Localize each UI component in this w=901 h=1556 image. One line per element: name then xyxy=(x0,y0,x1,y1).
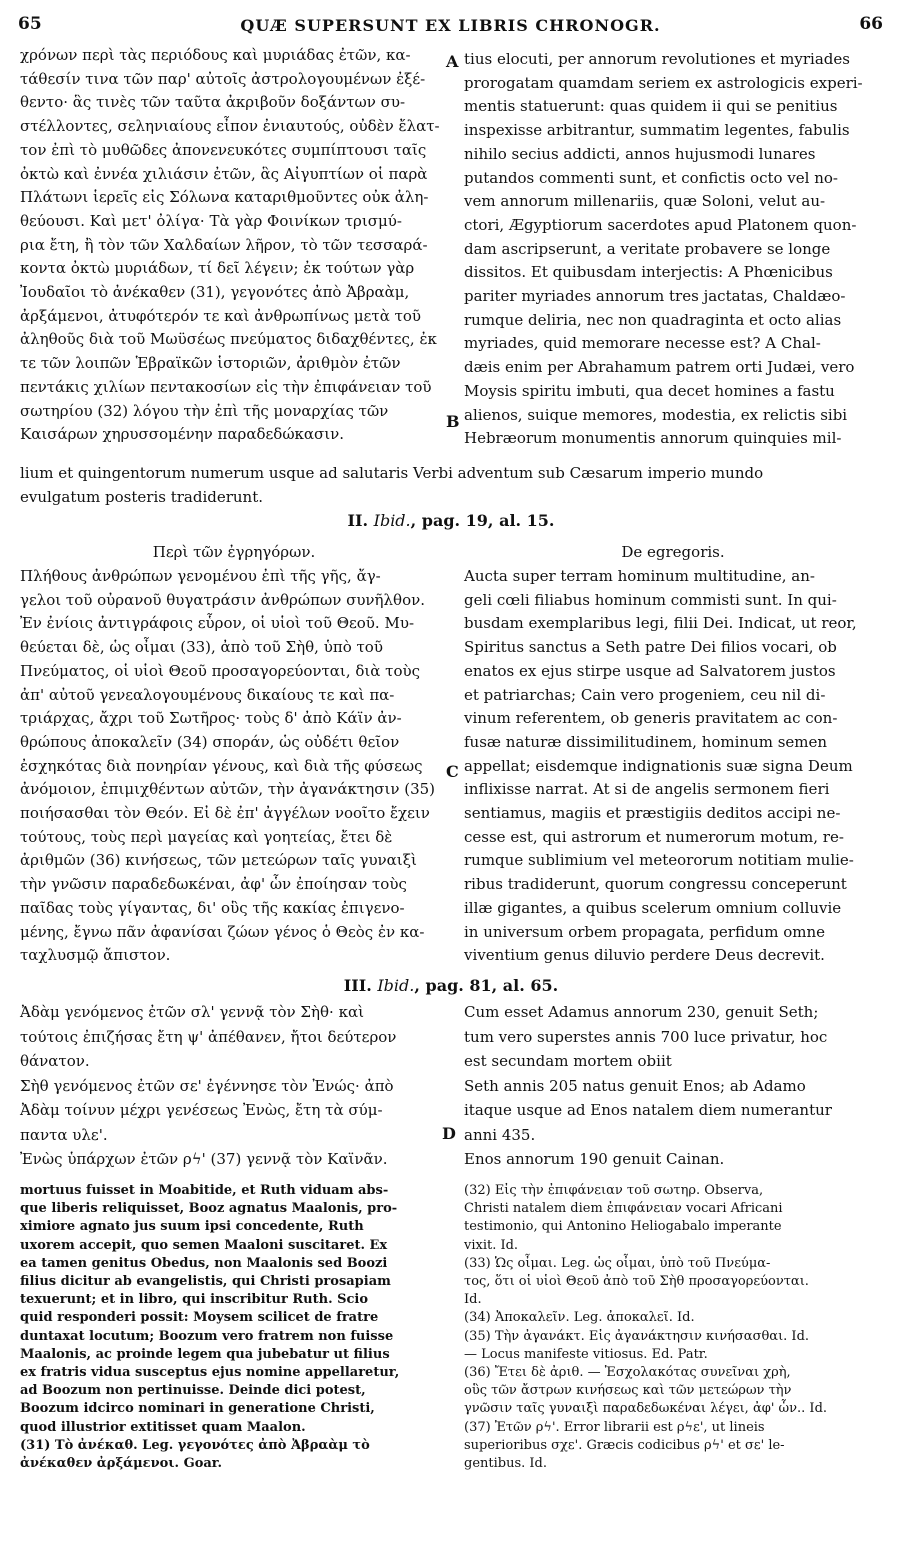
text-line: filius dicitur ab evangelistis, qui Christi prosapiam xyxy=(20,1274,391,1290)
text-line: Boozum idcirco nominari in generatione Christi, xyxy=(20,1401,375,1417)
text-line: tum vero superstes annis 700 luce privatur, hoc xyxy=(464,1027,828,1046)
text-line: θεύουσι. Καὶ μετ' ὀλίγα· Τὰ γὰρ Φοινίκων τρισμύ- xyxy=(20,211,402,230)
text-line: ὀκτὼ καὶ ἐννέα χιλιάσιν ἐτῶν, ἃς Αἰγυπτίων οἱ παρὰ xyxy=(20,164,428,183)
text-line: uxorem accepit, quo semen Maaloni suscitaret. Ex xyxy=(20,1237,388,1253)
text-line: ἀρξάμενοι, ἀτυφότερόν τε καὶ ἀνθρωπίνως μετὰ τοῦ xyxy=(20,306,422,325)
text-line: inspexisse arbitrantur, summatim legentes, fabulis xyxy=(464,121,850,140)
text-line: Πλήθους ἀνθρώπων γενομένου ἐπὶ τῆς γῆς, ἄγ- xyxy=(20,567,381,585)
footnotes-right xyxy=(464,1182,882,1473)
greek-column-block1 xyxy=(20,44,448,447)
text-line: Ἀδὰμ γενόμενος ἐτῶν σλ' γεννᾷ τὸν Σὴθ· καὶ xyxy=(20,1003,364,1021)
text-line: τὴν γνῶσιν παραδεδωκέναι, ἀφ' ὧν ἐποίησαν τοὺς xyxy=(20,875,407,894)
text-line: putandos commenti sunt, et confictis octo vel no- xyxy=(464,168,838,187)
text-line: vixit. Id. xyxy=(464,1237,519,1253)
text-line: γνῶσιν ταῖς γυναιξὶ παραδεδωκέναι λέγει, ἀφ' ὧν.. Id. xyxy=(464,1401,828,1417)
text-line: τριάρχας, ἄχρι τοῦ Σωτῆρος· τοὺς δ' ἀπὸ Κάϊν ἀν- xyxy=(20,709,402,728)
text-line: (36) Ἔτει δὲ ἀριθ. — Ἐσχολακότας συνεῖναι χρὴ, xyxy=(464,1365,791,1381)
text-line: prorogatam quamdam seriem ex astrologicis experi- xyxy=(464,73,863,92)
text-line: fusæ naturæ dissimilitudinem, hominum semen xyxy=(464,732,828,751)
text-line: duntaxat locutum; Boozum vero fratrem non fuisse xyxy=(20,1328,394,1344)
text-line: rumque sublimium vel meteororum notitiam mulie- xyxy=(464,851,854,870)
text-line: Id. xyxy=(464,1292,482,1308)
text-line: Enos annorum 190 genuit Cainan. xyxy=(464,1150,725,1168)
text-line: alienos, suique memores, modestia, ex relictis sibi xyxy=(464,405,848,424)
section-3-reference: , pag. 81, al. 65. xyxy=(414,976,559,995)
text-line: Πνεύματος, οἱ υἱοὶ Θεοῦ προσαγορεύονται, διὰ τοὺς xyxy=(20,661,421,680)
text-line: Ἐν ἐνίοις ἀντιγράφοις εὗρον, οἱ υἱοὶ τοῦ Θεοῦ. Μυ- xyxy=(20,614,415,633)
text-line: θάνατον. xyxy=(20,1052,90,1070)
text-line: Πλάτωνι ἱερεῖς εἰς Σόλωνα καταριθμοῦντες οὐκ ἀλη- xyxy=(20,188,429,207)
text-line: ἀνόμοιον, ἐπιμιχθέντων αὐτῶν, τὴν ἀγανάκτησιν (35) xyxy=(20,780,436,799)
text-line: dam ascripserunt, a veritate probavere se longe xyxy=(464,239,831,258)
latin-section-title: De egregoris. xyxy=(621,543,725,561)
text-line: lium et quingentorum numerum usque ad salutaris Verbi adventum sub Cæsarum imperio mundo xyxy=(20,464,764,482)
full-width-continuation xyxy=(20,462,882,509)
text-line: Καισάρων χηρυσσομένην παραδεδώκασιν. xyxy=(20,425,345,444)
text-line: τούτοις ἐπιζήσας ἔτη ψ' ἀπέθανεν, ἤτοι δεύτερον xyxy=(20,1027,397,1046)
text-line: ἀληθοῦς διὰ τοῦ Μωϋσέως πνεύματος διδαχθέντες, ἐκ xyxy=(20,330,437,349)
margin-marker-c: C xyxy=(446,762,459,781)
greek-column-block2 xyxy=(20,565,448,968)
text-line: ἐσχηκότας διὰ πονηρίαν γένους, καὶ διὰ τῆς φύσεως xyxy=(20,756,423,775)
running-title: QUÆ SUPERSUNT EX LIBRIS CHRONOGR. xyxy=(240,16,661,35)
text-line: μένης, ἔγνω πᾶν ἀφανίσαι ζώων γένος ὁ Θεὸς ἐν κα- xyxy=(20,922,425,941)
text-line: dæis enim per Abrahamum patrem orti Judæi, vero xyxy=(464,358,855,377)
text-line: nihilo secius addicti, annos hujusmodi lunares xyxy=(464,144,816,163)
text-line: ταχλυσμῷ ἄπιστον. xyxy=(20,946,171,965)
text-line: κοντα ὀκτὼ μυριάδων, τί δεῖ λέγειν; ἐκ τούτων γὰρ xyxy=(20,259,415,278)
section-3-number: III. xyxy=(343,976,372,995)
latin-column-block3 xyxy=(464,1000,882,1172)
running-header xyxy=(18,14,883,38)
greek-section-title: Περὶ τῶν ἐγρηγόρων. xyxy=(152,543,316,561)
text-line: Maalonis, ac proinde legem qua jubebatur ut filius xyxy=(20,1346,390,1362)
text-line: evulgatum posteris tradiderunt. xyxy=(20,487,264,506)
text-line: τε τῶν λοιπῶν Ἑβραϊκῶν ἱστοριῶν, ἀριθμὸν ἐτῶν xyxy=(20,354,401,373)
text-line: σωτηρίου (32) λόγου τὴν ἐπὶ τῆς μοναρχίας τῶν xyxy=(20,401,389,420)
text-line: gentibus. Id. xyxy=(464,1456,547,1472)
text-line: rumque deliria, nec non quadraginta et octo alias xyxy=(464,310,842,329)
margin-marker-b: B xyxy=(446,412,460,431)
page-number-right: 66 xyxy=(859,14,883,34)
footnotes-left xyxy=(20,1182,448,1473)
text-line: οὓς τῶν ἄστρων κινήσεως καὶ τῶν μετεώρων τὴν xyxy=(464,1383,792,1399)
margin-marker-a: A xyxy=(446,52,459,71)
text-line: γελοι τοῦ οὐρανοῦ θυγατράσιν ἀνθρώπων συνῆλθον. xyxy=(20,590,425,609)
text-line: ex fratris vidua susceptus ejus nomine appellaretur, xyxy=(20,1365,400,1381)
text-line: παντα υλε'. xyxy=(20,1125,108,1144)
text-line: quod illustrior extitisset quam Maalon. xyxy=(20,1419,306,1435)
text-line: ἀνέκαθεν ἀρξάμενοι. Goar. xyxy=(20,1456,222,1472)
text-line: ea tamen genitus Obedus, non Maalonis sed Boozi xyxy=(20,1255,388,1271)
text-line: inflixisse narrat. At si de angelis sermonem fieri xyxy=(464,780,830,799)
text-line: θρώπους ἀποκαλεῖν (34) σποράν, ὡς οὐδέτι θεῖον xyxy=(20,732,400,751)
text-line: πεντάκις χιλίων πεντακοσίων εἰς τὴν ἐπιφάνειαν τοῦ xyxy=(20,377,432,396)
text-line: (32) Εἰς τὴν ἐπιφάνειαν τοῦ σωτηρ. Observa, xyxy=(464,1183,764,1198)
text-line: in universum orbem propagata, perfidum omne xyxy=(464,922,825,941)
text-line: vem annorum millenariis, quæ Soloni, velut au- xyxy=(464,192,826,211)
text-line: superioribus σχε'. Græcis codicibus ρϟ' et σε' le- xyxy=(464,1437,785,1453)
text-line: (31) Τὸ ἀνέκαθ. Leg. γεγονότες ἀπὸ Ἀβραὰμ τὸ xyxy=(20,1437,370,1453)
text-line: viventium genus diluvio perdere Deus decrevit. xyxy=(464,946,825,965)
text-line: τον ἐπὶ τὸ μυθῶδες ἀπονενευκότες συμπίπτουσι ταῖς xyxy=(20,140,427,159)
page-number-left: 65 xyxy=(18,14,42,34)
section-2-number: II. xyxy=(347,511,369,530)
text-line: myriades, quid memorare necesse est? A Chal- xyxy=(464,334,821,353)
text-line: ximiore agnato jus suum ipsi concedente, Ruth xyxy=(20,1219,364,1235)
section-heading-2 xyxy=(20,510,882,532)
text-line: Aucta super terram hominum multitudine, an- xyxy=(464,567,815,585)
text-line: ἀριθμῶν (36) κινήσεως, τῶν μετεώρων ταῖς γυναιξὶ xyxy=(20,851,417,870)
text-line: Cum esset Adamus annorum 230, genuit Seth; xyxy=(464,1003,819,1021)
greek-column-block3 xyxy=(20,1000,448,1172)
text-line: mentis statuerunt: quas quidem ii qui se penitius xyxy=(464,97,838,116)
text-line: (33) Ὡς οἶμαι. Leg. ὡς οἶμαι, ὑπὸ τοῦ Πνεύμα- xyxy=(464,1255,771,1271)
text-line: Ἀδὰμ τοίνυν μέχρι γενέσεως Ἐνὼς, ἔτη τὰ σύμ- xyxy=(20,1101,383,1119)
text-line: anni 435. xyxy=(464,1125,536,1144)
text-line: enatos ex ejus stirpe usque ad Salvatorem justos xyxy=(464,661,836,680)
text-line: ἀπ' αὐτοῦ γενεαλογουμένους δικαίους τε καὶ πα- xyxy=(20,685,395,704)
text-line: appellat; eisdemque indignationis suæ signa Deum xyxy=(464,756,853,775)
latin-column-block1 xyxy=(464,48,882,451)
text-line: Hebræorum monumentis annorum quinquies mil- xyxy=(464,429,842,448)
margin-marker-d: D xyxy=(442,1124,456,1143)
text-line: sentiamus, magiis et præstigiis deditos accipi ne- xyxy=(464,804,841,823)
text-line: Ἰουδαῖοι τὸ ἀνέκαθεν (31), γεγονότες ἀπὸ Ἀβραὰμ, xyxy=(20,283,410,302)
text-line: (35) Τὴν ἀγανάκτ. Εἰς ἀγανάκτησιν κινήσασθαι. Id. xyxy=(464,1328,810,1344)
text-line: ctori, Ægyptiorum sacerdotes apud Platonem quon- xyxy=(464,215,857,234)
text-line: cesse est, qui astrorum et numerorum motum, re- xyxy=(464,827,844,846)
text-line: Σὴθ γενόμενος ἐτῶν σε' ἐγέννησε τὸν Ἐνώς· ἀπὸ xyxy=(20,1076,394,1095)
text-line: ribus tradiderunt, quorum congressu conceperunt xyxy=(464,875,847,894)
text-line: τος, ὅτι οἱ υἱοὶ Θεοῦ ἀπὸ τοῦ Σὴθ προσαγορεύονται. xyxy=(464,1274,809,1290)
text-line: χρόνων περὶ τὰς περιόδους καὶ μυριάδας ἐτῶν, κα- xyxy=(20,46,411,64)
text-line: τάθεσίν τινα τῶν παρ' αὐτοῖς ἀστρολογουμένων ἐξέ- xyxy=(20,69,426,88)
text-line: ποιήσασθαι τὸν Θεόν. Εἰ δὲ ἐπ' ἀγγέλων νοοῖτο ἔχειν xyxy=(20,804,430,823)
section-2-reference: , pag. 19, al. 15. xyxy=(410,511,555,530)
text-line: que liberis reliquisset, Booz agnatus Maalonis, pro- xyxy=(20,1201,398,1217)
text-line: busdam exemplaribus legi, filii Dei. Indicat, ut reor, xyxy=(464,614,857,633)
text-line: testimonio, qui Antonino Heliogabalo imperante xyxy=(464,1219,782,1235)
text-line: quid responderi possit: Moysem scilicet de fratre xyxy=(20,1310,379,1326)
text-line: geli cœli filiabus hominum commisti sunt. In qui- xyxy=(464,590,837,609)
text-line: mortuus fuisset in Moabitide, et Ruth viduam abs- xyxy=(20,1183,389,1198)
text-line: θεύεται δὲ, ὡς οἶμαι (33), ἀπὸ τοῦ Σὴθ, ὑπὸ τοῦ xyxy=(20,638,383,657)
text-line: (37) Ἐτῶν ρϟ'. Error librarii est ρϟε', ut lineis xyxy=(464,1419,765,1435)
text-line: illæ gigantes, a quibus scelerum omnium colluvie xyxy=(464,898,842,917)
text-line: ad Boozum non pertinuisse. Deinde dici potest, xyxy=(20,1383,366,1399)
text-line: Spiritus sanctus a Seth patre Dei filios vocari, ob xyxy=(464,638,837,657)
text-line: tius elocuti, per annorum revolutiones et myriades xyxy=(464,50,850,68)
text-line: ρια ἔτη, ἢ τὸν τῶν Χαλδαίων λῆρον, τὸ τῶν τεσσαρά- xyxy=(20,235,428,254)
text-line: θεντο· ἃς τινὲς τῶν ταῦτα ἀκριβοῦν δοξάντων συ- xyxy=(20,93,406,112)
text-line: itaque usque ad Enos natalem diem numerantur xyxy=(464,1101,832,1119)
text-line: Seth annis 205 natus genuit Enos; ab Adamo xyxy=(464,1076,806,1095)
text-line: texuerunt; et in libro, qui inscribitur Ruth. Scio xyxy=(20,1292,369,1308)
text-line: Christi natalem diem ἐπιφάνειαν vocari Africani xyxy=(464,1201,783,1217)
text-line: Moysis spiritu imbuti, qua decet homines a fastu xyxy=(464,381,835,400)
latin-column-block2 xyxy=(464,565,882,968)
text-line: στέλλοντες, σεληνιαίους εἶπον ἐνιαυτούς, οὐδὲν ἔλατ- xyxy=(20,117,440,136)
text-line: τούτους, τοὺς περὶ μαγείας καὶ γοητείας, ἔτει δὲ xyxy=(20,827,393,846)
text-line: est secundam mortem obiit xyxy=(464,1052,672,1070)
section-2-ibid: Ibid. xyxy=(373,511,411,530)
text-line: παῖδας τοὺς γίγαντας, δι' οὓς τῆς κακίας ἐπιγενο- xyxy=(20,898,405,917)
text-line: — Locus manifeste vitiosus. Ed. Patr. xyxy=(464,1346,708,1362)
text-line: pariter myriades annorum tres jactatas, Chaldæo- xyxy=(464,287,846,306)
text-line: dissitos. Et quibusdam interjectis: A Phœnicibus xyxy=(464,263,833,282)
text-line: Ἐνὼς ὑπάρχων ἐτῶν ρϟ' (37) γεννᾷ τὸν Καϊνᾶν. xyxy=(20,1150,388,1168)
text-line: (34) Ἀποκαλεῖν. Leg. ἀποκαλεῖ. Id. xyxy=(464,1310,695,1326)
section-3-ibid: Ibid. xyxy=(377,976,415,995)
section-heading-3 xyxy=(20,975,882,997)
text-line: vinum referentem, ob generis pravitatem ac con- xyxy=(464,709,838,728)
text-line: et patriarchas; Cain vero progeniem, ceu nil di- xyxy=(464,685,826,704)
